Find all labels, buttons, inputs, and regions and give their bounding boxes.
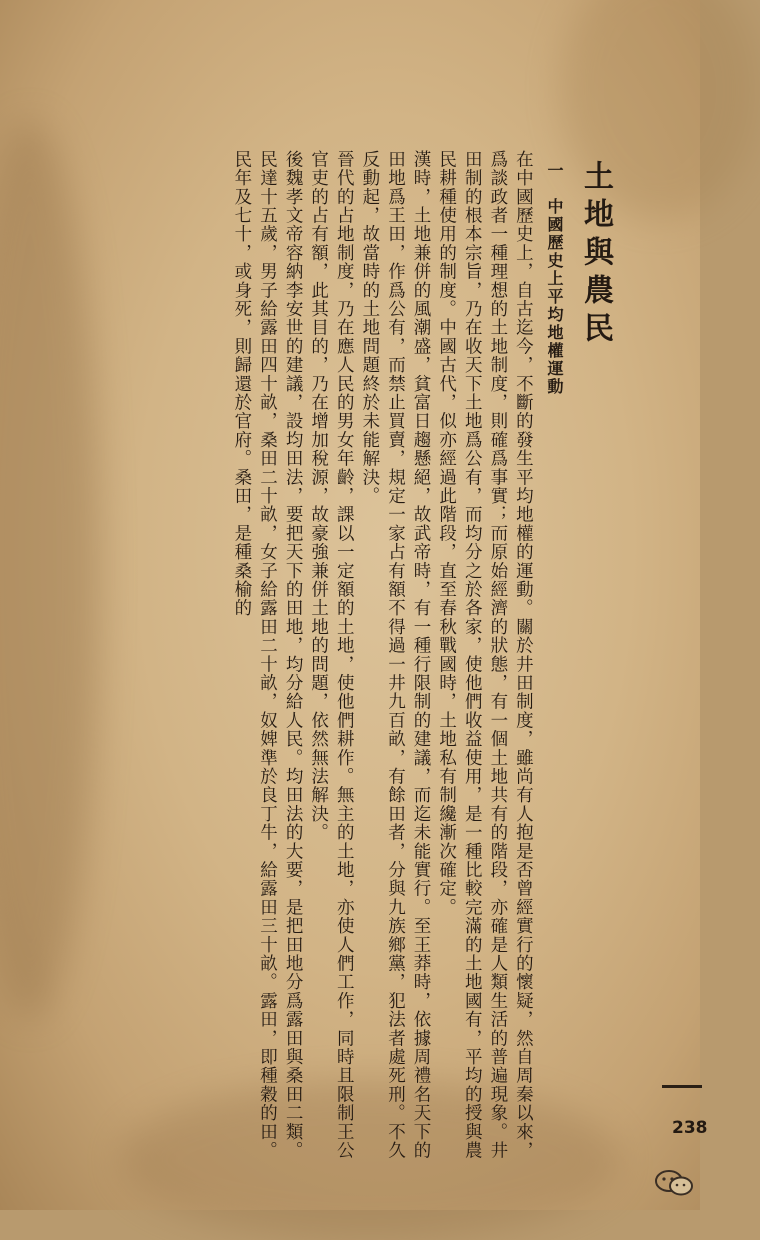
paragraph-3: 晉代的占地制度，乃在應人民的男女年齡，課以一定額的土地，使他們耕作。無主的土地，亦使人們工作，同時且限制王公官吏的占有額，此其目的，乃在增加稅源，故豪強兼併土地的問題，依然無法解決。 (308, 150, 355, 1160)
vertical-text-block (92, 150, 617, 1160)
page-number-rule (662, 1085, 702, 1088)
section-heading: 一 中國歷史上平均地權運動 (545, 162, 564, 396)
paragraph-4: 後魏孝文帝容納李安世的建議，設均田法，要把天下的田地，均分給人民。均田法的大要，是把田地分爲露田與桑田二類。民達十五歲，男子給露田四十畝，桑田二十畝，女子給露田二十畝，奴婢準於良丁牛，給露田三十畝。露田，即種穀的田。民年及七十，或身死，則歸還於官府。桑田，是種桑榆的 (231, 150, 304, 1160)
page-number: 238 (672, 1118, 708, 1138)
paragraph-2: 漢時，土地兼併的風潮盛，貧富日趨懸絕，故武帝時，有一種行限制的建議，而迄未能實行。至王莽時，依據周禮名天下的田地爲王田，作爲公有，而禁止買賣，規定一家占有額不得過一井九百畝，有餘田者，分與九族鄉黨，犯法者處死刑。不久反動起，故當時的土地問題終於未能解決。 (359, 150, 432, 1160)
page-stain-left (0, 120, 100, 1020)
chat-bubbles-icon (654, 1168, 694, 1198)
page-title: 土地與農民 (578, 160, 613, 350)
paragraph-1: 在中國歷史上，自古迄今，不斷的發生平均地權的運動。關於井田制度，雖尚有人抱是否曾經實行的懷疑，然自周秦以來，爲談政者一種理想的土地制度，則確爲事實；而原始經濟的狀態，有一個土地共有的階段，亦確是人類生活的普遍現象。井田制的根本宗旨，乃在收天下土地爲公有，而均分之於各家，使他們收益使用，是一種比較完滿的土地國有，平均的授與農民耕種使用的制度。中國古代，似亦經過此階段，直至春秋戰國時，土地私有制纔漸次確定。 (436, 150, 534, 1160)
